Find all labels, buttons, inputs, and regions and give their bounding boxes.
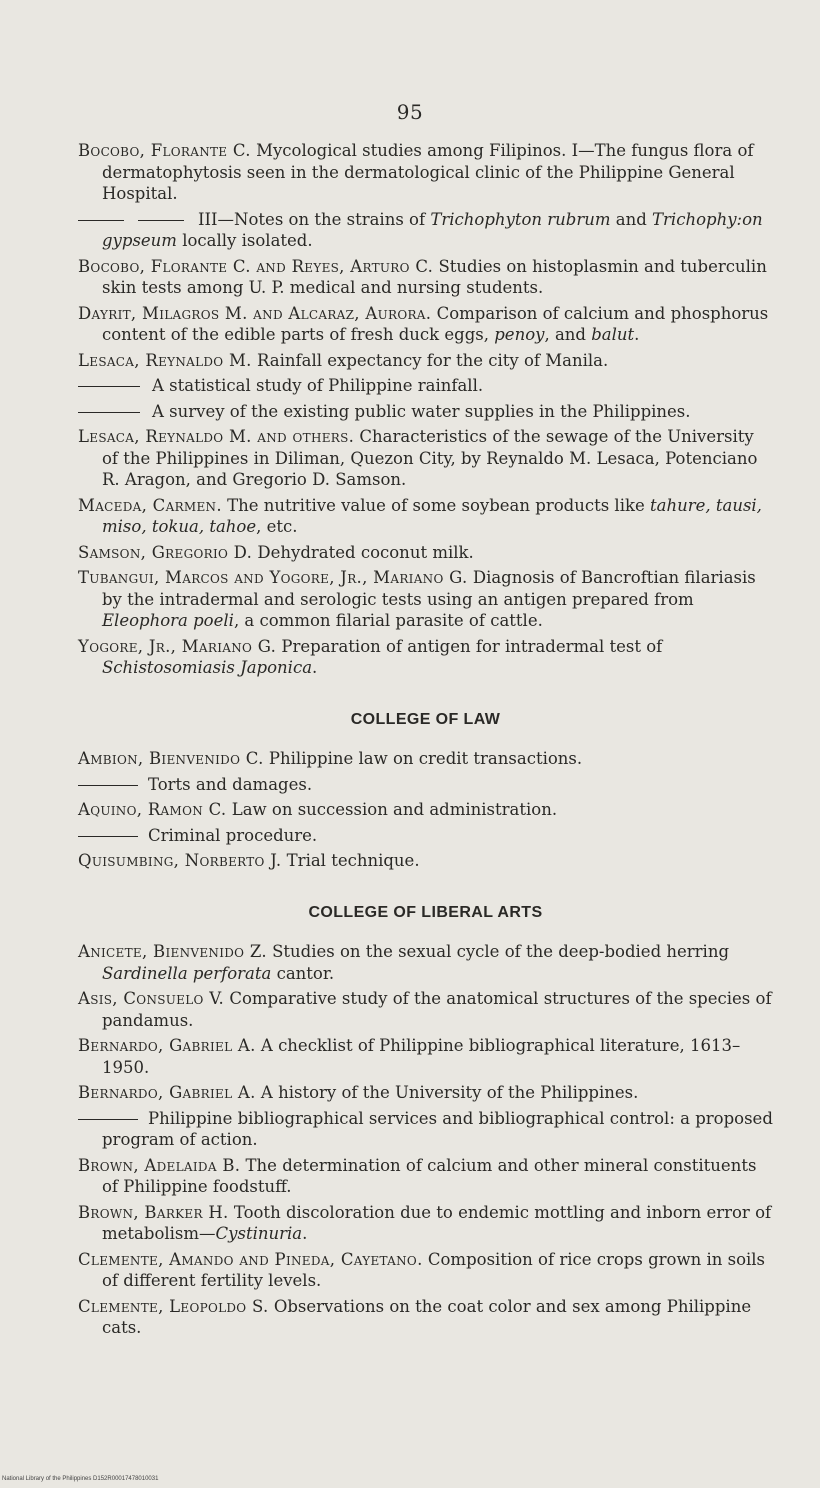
entry-title: Studies on histoplasmin and tuberculin skin tests among U. P. medical and nursing students. — [102, 256, 767, 297]
entry-title-italic: Trichophy:on gypseum — [102, 209, 763, 250]
list-item — [78, 748, 773, 770]
list-item — [78, 1296, 773, 1339]
list-item — [78, 1249, 773, 1292]
entry-title: Criminal procedure. — [148, 825, 318, 845]
list-item — [78, 1202, 773, 1245]
entry-author: Clemente, Leopoldo S. — [78, 1296, 269, 1316]
entry-title: Dehydrated coconut milk. — [257, 542, 474, 562]
entry-title-part: The nutritive value of some soybean products like — [227, 495, 650, 515]
entry-title-italic: Schistosomiasis Japonica — [102, 658, 313, 677]
entry-title-part: , a common filarial parasite of cattle. — [233, 611, 543, 630]
entry-author: Aquino, Ramon C. — [78, 800, 227, 819]
bibliography-list — [78, 140, 773, 1343]
entry-title-part: . — [312, 658, 318, 677]
list-item — [78, 1108, 773, 1151]
entry-title: Comparative study of the anatomical structures of the species of pandamus. — [102, 989, 772, 1030]
entry-title-part: , etc. — [256, 517, 298, 536]
entry-title-part: III—Notes on the strains of — [198, 209, 431, 229]
entry-author: Bernardo, Gabriel A. — [78, 1036, 256, 1055]
ditto-dash — [78, 836, 138, 837]
entry-author: Anicete, Bienvenido Z. — [78, 942, 267, 961]
section-heading-liberal-arts: COLLEGE OF LIBERAL ARTS — [308, 903, 543, 921]
entry-title: Rainfall expectancy for the city of Manila. — [256, 350, 609, 370]
entry-title: A statistical study of Philippine rainfall. — [152, 376, 484, 395]
entry-author: Bernardo, Gabriel A. — [78, 1083, 256, 1102]
entry-title: Philippine law on credit transactions. — [268, 749, 583, 768]
entry-title-italic: tahure, tausi, miso, tokua, tahoe — [102, 495, 762, 536]
list-item — [78, 1082, 773, 1104]
entry-author: Quisumbing, Norberto J. — [78, 851, 282, 870]
entry-title: Observations on the coat color and sex among Philippine cats. — [102, 1296, 752, 1337]
entry-title: The determination of calcium and other mineral constituents of Philippine foodstuff. — [102, 1155, 757, 1196]
list-item — [78, 209, 773, 252]
entry-author: Ambion, Bienvenido C. — [78, 749, 264, 768]
list-item — [78, 350, 773, 372]
list-item — [78, 850, 773, 872]
ditto-dash — [78, 386, 140, 387]
entry-author: Samson, Gregorio D. — [78, 542, 253, 562]
entry-title: Composition of rice crops grown in soils of different fertility levels. — [102, 1249, 766, 1290]
entry-author: Lesaca, Reynaldo M. — [78, 350, 252, 370]
footer-caption: National Library of the Philippines D152R00017478010031 — [2, 1476, 159, 1482]
entry-title-part: . — [302, 1224, 308, 1243]
entry-author: Bocobo, Florante C. — [78, 141, 251, 160]
entry-title-part: Studies on the sexual cycle of the deep-bodied herring — [272, 942, 730, 961]
entry-title: Torts and damages. — [148, 774, 313, 794]
entry-title-part: Preparation of antigen for intradermal test of — [281, 636, 663, 656]
entry-title-italic: Eleophora poeli — [102, 611, 234, 630]
entry-title-italic: Sardinella perforata — [102, 963, 272, 983]
entry-author: Tubangui, Marcos and Yogore, Jr., Mariano G. — [78, 568, 468, 587]
list-item — [78, 542, 773, 564]
entry-title: Trial technique. — [286, 851, 420, 870]
list-item — [78, 774, 773, 796]
ditto-dash — [78, 220, 124, 221]
entry-author: Maceda, Carmen. — [78, 495, 222, 515]
list-item — [78, 256, 773, 299]
entry-author: Clemente, Amando and Pineda, Cayetano. — [78, 1249, 423, 1269]
entry-title-italic: balut — [591, 325, 635, 344]
entry-title-part: cantor. — [271, 963, 335, 983]
list-item — [78, 941, 773, 984]
ditto-dash — [78, 785, 138, 786]
list-item — [78, 1035, 773, 1078]
entry-title: Law on succession and administration. — [231, 800, 558, 819]
entry-title-part: Comparison of calcium and phosphorus content of the edible parts of fresh duck eggs, — [102, 303, 769, 344]
entry-title-italic: penoy — [494, 325, 545, 344]
entry-author: Bocobo, Florante C. and Reyes, Arturo C. — [78, 256, 434, 276]
entry-title-italic: Trichophyton rubrum — [430, 209, 611, 229]
entry-title-part: , and — [544, 325, 592, 344]
list-item — [78, 140, 773, 205]
entry-author: Dayrit, Milagros M. and Alcaraz, Aurora. — [78, 303, 432, 323]
entry-author: Asis, Consuelo V. — [78, 989, 225, 1008]
list-item — [78, 375, 773, 397]
ditto-dash — [138, 220, 184, 221]
list-item — [78, 495, 773, 538]
list-item — [78, 636, 773, 679]
entry-title-part: . — [634, 325, 640, 344]
list-item — [78, 799, 773, 821]
section-heading-law: COLLEGE OF LAW — [350, 710, 501, 728]
entry-title: Characteristics of the sewage of the University of the Philippines in Diliman, Quezon City, by Reynaldo M. Lesaca, Potenciano R. Aragon, and Gregorio D. Samson. — [102, 427, 758, 489]
entry-title: Philippine bibliographical services and bibliographical control: a proposed program of action. — [102, 1108, 773, 1149]
entry-author: Yogore, Jr., Mariano G. — [78, 636, 277, 656]
entry-title: Mycological studies among Filipinos. I—The fungus flora of dermatophytosis seen in the dermatological clinic of the Philippine General Hospital. — [102, 141, 754, 203]
entry-title-part: Tooth discoloration due to endemic mottling and inborn error of metabolism— — [102, 1202, 772, 1243]
entry-author: Lesaca, Reynaldo M. and others. — [78, 427, 355, 446]
entry-title: A history of the University of the Philippines. — [260, 1083, 639, 1102]
list-item — [78, 401, 773, 423]
entry-title-part: and — [610, 209, 653, 229]
ditto-dash — [78, 1119, 138, 1120]
entry-author: Brown, Barker H. — [78, 1202, 229, 1222]
entry-title: A checklist of Philippine bibliographical literature, 1613–1950. — [102, 1036, 741, 1077]
ditto-dash — [78, 412, 140, 413]
entry-title-italic: Cystinuria — [215, 1224, 303, 1243]
list-item — [78, 567, 773, 632]
entry-author: Brown, Adelaida B. — [78, 1155, 241, 1175]
list-item — [78, 988, 773, 1031]
list-item — [78, 825, 773, 847]
entry-title-part: Diagnosis of Bancroftian filariasis by the intradermal and serologic tests using an antigen prepared from — [102, 568, 756, 609]
entry-title: A survey of the existing public water supplies in the Philippines. — [152, 401, 691, 421]
list-item — [78, 303, 773, 346]
page-number: 95 — [396, 100, 424, 124]
list-item — [78, 1155, 773, 1198]
list-item — [78, 426, 773, 491]
entry-title-part: locally isolated. — [176, 231, 313, 250]
